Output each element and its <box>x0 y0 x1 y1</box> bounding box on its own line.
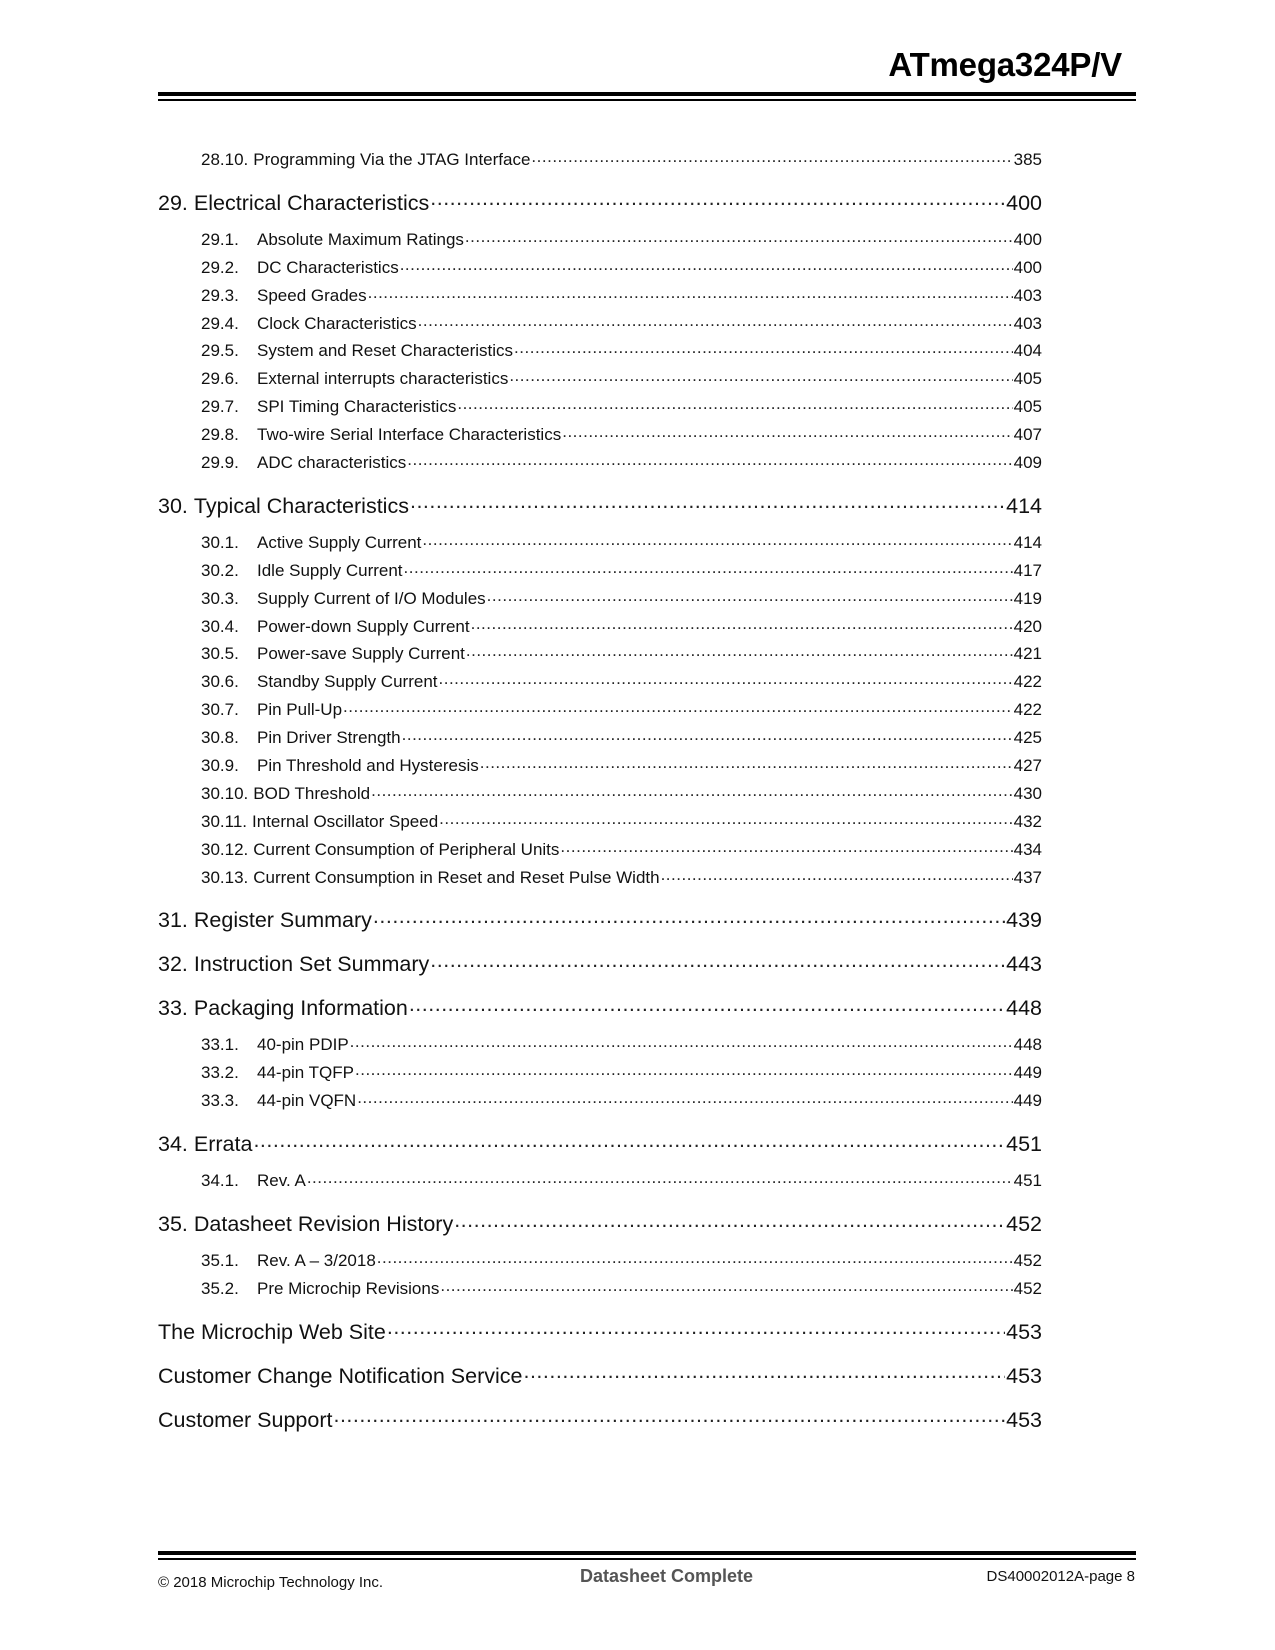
toc-entry-number: 35.1. <box>201 1251 239 1271</box>
toc-dot-leader <box>373 906 1005 928</box>
toc-page-number: 385 <box>1014 146 1042 174</box>
toc-entry-label <box>201 310 417 338</box>
toc-entry-label <box>201 640 465 668</box>
toc-page-number: 400 <box>1006 188 1042 218</box>
toc-entry-title: Typical Characteristics <box>193 493 409 518</box>
toc-entry-title: Register Summary <box>193 908 372 933</box>
toc-page-number: 420 <box>1014 613 1042 641</box>
toc-entry-title: Pin Pull-Up <box>257 700 343 720</box>
toc-entry-label <box>201 724 401 752</box>
toc-section-entry[interactable] <box>158 1247 1042 1275</box>
toc-chapter-entry[interactable] <box>158 1317 1042 1347</box>
toc-entry-label <box>201 1275 439 1303</box>
toc-entry-label <box>201 449 406 477</box>
toc-dot-leader <box>531 148 1012 165</box>
toc-section-entry[interactable] <box>158 1087 1042 1115</box>
toc-chapter-entry[interactable] <box>158 905 1042 935</box>
toc-dot-leader <box>333 1405 1005 1427</box>
footer-center-label: Datasheet Complete <box>580 1566 754 1586</box>
toc-section-entry[interactable] <box>158 724 1042 752</box>
toc-entry-number: 30.10. <box>201 783 249 803</box>
toc-entry-number: 30.2. <box>201 560 239 580</box>
toc-entry-number: 34.1. <box>201 1171 239 1191</box>
toc-dot-leader <box>465 228 1013 245</box>
toc-entry-title: Programming Via the JTAG Interface <box>253 150 531 169</box>
toc-dot-leader <box>509 367 1012 384</box>
toc-page-number: 409 <box>1014 449 1042 477</box>
toc-section-entry[interactable] <box>158 557 1042 585</box>
toc-entry-label <box>201 421 561 449</box>
toc-page-number: 448 <box>1014 1031 1042 1059</box>
toc-chapter-entry[interactable] <box>158 188 1042 218</box>
toc-entry-number: 33. <box>158 996 188 1021</box>
toc-chapter-entry[interactable] <box>158 491 1042 521</box>
toc-dot-leader <box>377 1249 1013 1266</box>
toc-page-number: 449 <box>1014 1087 1042 1115</box>
toc-entry-title: 44-pin TQFP <box>257 1063 355 1083</box>
toc-entry-label <box>201 282 367 310</box>
toc-entry-label <box>201 780 370 808</box>
toc-entry-title: Idle Supply Current <box>257 560 403 580</box>
table-of-contents <box>158 146 1042 1443</box>
toc-entry-number: 30.4. <box>201 616 239 636</box>
toc-entry-number: 29.8. <box>201 425 239 445</box>
toc-entry-title: Absolute Maximum Ratings <box>257 229 464 249</box>
toc-entry-number: 30.5. <box>201 644 239 664</box>
toc-entry-label <box>158 491 409 521</box>
toc-entry-title: Pin Driver Strength <box>257 728 401 748</box>
toc-dot-leader <box>480 754 1013 771</box>
toc-page-number: 400 <box>1014 226 1042 254</box>
toc-entry-label <box>201 1167 306 1195</box>
toc-chapter-entry[interactable] <box>158 1405 1042 1435</box>
toc-entry-title: Internal Oscillator Speed <box>252 811 439 831</box>
toc-dot-leader <box>402 726 1013 743</box>
toc-section-entry[interactable] <box>158 1059 1042 1087</box>
toc-entry-label <box>158 1361 522 1391</box>
toc-dot-leader <box>355 1061 1013 1078</box>
toc-entry-title: Standby Supply Current <box>257 672 438 692</box>
toc-entry-label <box>201 696 342 724</box>
toc-entry-number: 30.6. <box>201 672 239 692</box>
toc-entry-title: Current Consumption of Peripheral Units <box>253 839 560 859</box>
toc-entry-label <box>158 993 408 1023</box>
toc-entry-number: 30.7. <box>201 700 239 720</box>
toc-section-entry[interactable] <box>158 529 1042 557</box>
toc-dot-leader <box>466 642 1013 659</box>
toc-page-number: 425 <box>1014 724 1042 752</box>
toc-entry-label <box>201 752 479 780</box>
toc-dot-leader <box>422 531 1012 548</box>
toc-entry-number: 28.10. <box>201 150 249 169</box>
toc-section-entry[interactable] <box>158 449 1042 477</box>
toc-entry-number: 30.1. <box>201 532 239 552</box>
toc-entry-title: Supply Current of I/O Modules <box>257 588 486 608</box>
toc-page-number: 453 <box>1006 1361 1042 1391</box>
toc-section-entry[interactable] <box>158 337 1042 365</box>
toc-dot-leader <box>457 395 1012 412</box>
toc-section-entry[interactable] <box>158 752 1042 780</box>
toc-section-entry[interactable] <box>158 254 1042 282</box>
toc-entry-title: SPI Timing Characteristics <box>257 397 457 417</box>
toc-section-entry[interactable] <box>158 613 1042 641</box>
toc-dot-leader <box>371 782 1013 799</box>
toc-entry-title: Power-down Supply Current <box>257 616 470 636</box>
toc-entry-number: 29.1. <box>201 229 239 249</box>
toc-section-entry[interactable] <box>158 282 1042 310</box>
toc-entry-label <box>201 1059 354 1087</box>
toc-chapter-entry[interactable] <box>158 1209 1042 1239</box>
toc-dot-leader <box>430 188 1005 210</box>
toc-page-number: 403 <box>1014 310 1042 338</box>
toc-entry-title: Customer Support <box>158 1407 333 1432</box>
toc-dot-leader <box>350 1033 1013 1050</box>
toc-entry-number: 30. <box>158 493 188 518</box>
toc-dot-leader <box>307 1169 1013 1186</box>
toc-dot-leader <box>514 339 1013 356</box>
toc-section-entry[interactable] <box>158 668 1042 696</box>
toc-entry-title: Current Consumption in Reset and Reset Pulse Width <box>253 867 660 887</box>
toc-chapter-entry[interactable] <box>158 1361 1042 1391</box>
toc-entry-title: System and Reset Characteristics <box>257 341 514 361</box>
toc-entry-number: 29.4. <box>201 313 239 333</box>
toc-section-entry[interactable] <box>158 696 1042 724</box>
toc-entry-label <box>158 949 429 979</box>
toc-entry-title: Clock Characteristics <box>257 313 417 333</box>
toc-entry-number: 30.12. <box>201 839 249 859</box>
toc-page-number: 422 <box>1014 668 1042 696</box>
toc-page-number: 427 <box>1014 752 1042 780</box>
toc-section-entry[interactable] <box>158 1275 1042 1303</box>
toc-dot-leader <box>523 1361 1005 1383</box>
toc-entry-label <box>158 188 429 218</box>
toc-entry-title: Datasheet Revision History <box>193 1212 454 1237</box>
toc-page-number: 437 <box>1014 864 1042 892</box>
toc-page-number: 453 <box>1006 1405 1042 1435</box>
toc-dot-leader <box>439 810 1012 827</box>
toc-entry-label <box>158 1317 386 1347</box>
toc-entry-number: 29.3. <box>201 285 239 305</box>
toc-entry-label <box>201 365 508 393</box>
toc-dot-leader <box>430 950 1005 972</box>
toc-section-entry[interactable] <box>158 585 1042 613</box>
toc-entry-title: Rev. A <box>257 1171 306 1191</box>
toc-page-number: 404 <box>1014 337 1042 365</box>
toc-page-number: 407 <box>1014 421 1042 449</box>
toc-dot-leader <box>407 451 1012 468</box>
toc-entry-label <box>158 905 372 935</box>
toc-section-entry[interactable] <box>158 310 1042 338</box>
toc-entry-label <box>201 1247 376 1275</box>
toc-page-number: 453 <box>1006 1317 1042 1347</box>
toc-entry-title: DC Characteristics <box>257 257 399 277</box>
document-title: ATmega324P/V <box>888 46 1122 83</box>
toc-page-number: 432 <box>1014 808 1042 836</box>
toc-section-entry[interactable] <box>158 421 1042 449</box>
toc-section-entry[interactable] <box>158 864 1042 892</box>
toc-entry-number: 31. <box>158 908 188 933</box>
toc-page-number: 448 <box>1006 993 1042 1023</box>
toc-entry-title: Customer Change Notification Service <box>158 1363 523 1388</box>
toc-entry-title: Pre Microchip Revisions <box>257 1278 440 1298</box>
toc-entry-title: Electrical Characteristics <box>193 190 430 215</box>
toc-entry-label <box>201 864 660 892</box>
toc-page-number: 422 <box>1014 696 1042 724</box>
toc-entry-title: Pin Threshold and Hysteresis <box>257 756 479 776</box>
toc-dot-leader <box>439 670 1013 687</box>
toc-entry-number: 29.5. <box>201 341 239 361</box>
toc-page-number: 430 <box>1014 780 1042 808</box>
toc-entry-number: 30.9. <box>201 756 239 776</box>
toc-entry-label <box>158 1209 453 1239</box>
toc-dot-leader <box>562 423 1012 440</box>
toc-section-entry[interactable] <box>158 365 1042 393</box>
toc-entry-label <box>158 1405 332 1435</box>
header-rule-thin <box>158 99 1136 101</box>
toc-entry-label <box>201 337 513 365</box>
toc-dot-leader <box>454 1210 1005 1232</box>
toc-chapter-entry[interactable] <box>158 1129 1042 1159</box>
toc-page-number: 405 <box>1014 393 1042 421</box>
toc-entry-label <box>201 557 403 585</box>
toc-entry-number: 30.3. <box>201 588 239 608</box>
toc-entry-label <box>201 1031 349 1059</box>
toc-entry-title: Instruction Set Summary <box>193 952 430 977</box>
toc-entry-number: 35.2. <box>201 1278 239 1298</box>
toc-page-number: 452 <box>1014 1247 1042 1275</box>
toc-entry-number: 35. <box>158 1212 188 1237</box>
toc-section-entry[interactable] <box>158 393 1042 421</box>
toc-dot-leader <box>440 1277 1012 1294</box>
toc-section-entry[interactable] <box>158 836 1042 864</box>
toc-entry-title: 40-pin PDIP <box>257 1035 349 1055</box>
toc-page-number: 451 <box>1014 1167 1042 1195</box>
toc-dot-leader <box>471 615 1013 632</box>
toc-section-entry[interactable] <box>158 226 1042 254</box>
toc-entry-label <box>201 393 456 421</box>
toc-page-number: 443 <box>1006 949 1042 979</box>
toc-section-entry[interactable] <box>158 780 1042 808</box>
toc-entry-label <box>201 836 559 864</box>
toc-section-entry[interactable] <box>158 640 1042 668</box>
toc-entry-number: 29.6. <box>201 369 239 389</box>
footer-rule-thin <box>158 1558 1136 1560</box>
toc-dot-leader <box>560 838 1012 855</box>
footer-rule-thick <box>158 1551 1136 1555</box>
toc-dot-leader <box>404 559 1013 576</box>
toc-page-number: 449 <box>1014 1059 1042 1087</box>
toc-entry-number: 33.2. <box>201 1063 239 1083</box>
toc-section-entry[interactable] <box>158 1031 1042 1059</box>
toc-entry-label <box>201 585 486 613</box>
toc-page-number: 400 <box>1014 254 1042 282</box>
toc-entry-label <box>201 613 470 641</box>
toc-entry-label <box>201 668 438 696</box>
toc-entry-number: 29.9. <box>201 453 239 473</box>
toc-entry-number: 33.3. <box>201 1091 239 1111</box>
toc-page-number: 452 <box>1006 1209 1042 1239</box>
toc-dot-leader <box>368 284 1013 301</box>
toc-dot-leader <box>409 994 1005 1016</box>
toc-page-number: 451 <box>1006 1129 1042 1159</box>
toc-dot-leader <box>410 491 1005 513</box>
toc-section-entry[interactable] <box>158 808 1042 836</box>
toc-entry-title: ADC characteristics <box>257 453 407 473</box>
toc-entry-label <box>201 146 530 174</box>
toc-chapter-entry[interactable] <box>158 993 1042 1023</box>
toc-dot-leader <box>343 698 1013 715</box>
toc-entry-title: External interrupts characteristics <box>257 369 509 389</box>
toc-entry-title: Power-save Supply Current <box>257 644 465 664</box>
toc-entry-title: The Microchip Web Site <box>158 1319 386 1344</box>
toc-entry-label <box>201 529 421 557</box>
toc-dot-leader <box>357 1089 1012 1106</box>
toc-page-number: 417 <box>1014 557 1042 585</box>
toc-page-number: 419 <box>1014 585 1042 613</box>
toc-page-number: 414 <box>1014 529 1042 557</box>
toc-entry-label <box>201 254 399 282</box>
toc-page-number: 439 <box>1006 905 1042 935</box>
toc-entry-title: Packaging Information <box>193 996 408 1021</box>
toc-entry-number: 33.1. <box>201 1035 239 1055</box>
toc-entry-number: 29. <box>158 190 188 215</box>
toc-entry-title: Errata <box>193 1132 253 1157</box>
toc-entry-number: 30.13. <box>201 867 249 887</box>
toc-dot-leader <box>487 587 1013 604</box>
toc-entry-label <box>201 226 464 254</box>
footer-page-reference: DS40002012A-page 8 <box>986 1568 1135 1585</box>
toc-dot-leader <box>387 1317 1005 1339</box>
toc-entry-label <box>158 1129 252 1159</box>
toc-entry-number: 34. <box>158 1132 188 1157</box>
toc-entry-number: 29.2. <box>201 257 239 277</box>
toc-entry-title: Rev. A – 3/2018 <box>257 1251 376 1271</box>
toc-entry-label <box>201 808 438 836</box>
toc-page-number: 452 <box>1014 1275 1042 1303</box>
toc-entry-number: 30.8. <box>201 728 239 748</box>
toc-section-entry[interactable] <box>158 146 1042 174</box>
toc-entry-number: 32. <box>158 952 188 977</box>
toc-chapter-entry[interactable] <box>158 949 1042 979</box>
toc-page-number: 434 <box>1014 836 1042 864</box>
toc-page-number: 414 <box>1006 491 1042 521</box>
toc-entry-title: Active Supply Current <box>257 532 422 552</box>
toc-page-number: 403 <box>1014 282 1042 310</box>
toc-entry-title: Speed Grades <box>257 285 367 305</box>
toc-entry-label <box>201 1087 356 1115</box>
toc-dot-leader <box>400 256 1013 273</box>
toc-entry-title: Two-wire Serial Interface Characteristics <box>257 425 562 445</box>
footer-copyright: © 2018 Microchip Technology Inc. <box>158 1574 384 1591</box>
toc-section-entry[interactable] <box>158 1167 1042 1195</box>
toc-page-number: 405 <box>1014 365 1042 393</box>
toc-dot-leader <box>253 1130 1005 1152</box>
toc-entry-title: BOD Threshold <box>253 783 371 803</box>
toc-entry-number: 29.7. <box>201 397 239 417</box>
toc-dot-leader <box>661 866 1013 883</box>
toc-entry-title: 44-pin VQFN <box>257 1091 357 1111</box>
header-rule-thick <box>158 92 1136 96</box>
toc-dot-leader <box>418 312 1013 329</box>
toc-entry-number: 30.11. <box>201 811 248 831</box>
toc-page-number: 421 <box>1014 640 1042 668</box>
